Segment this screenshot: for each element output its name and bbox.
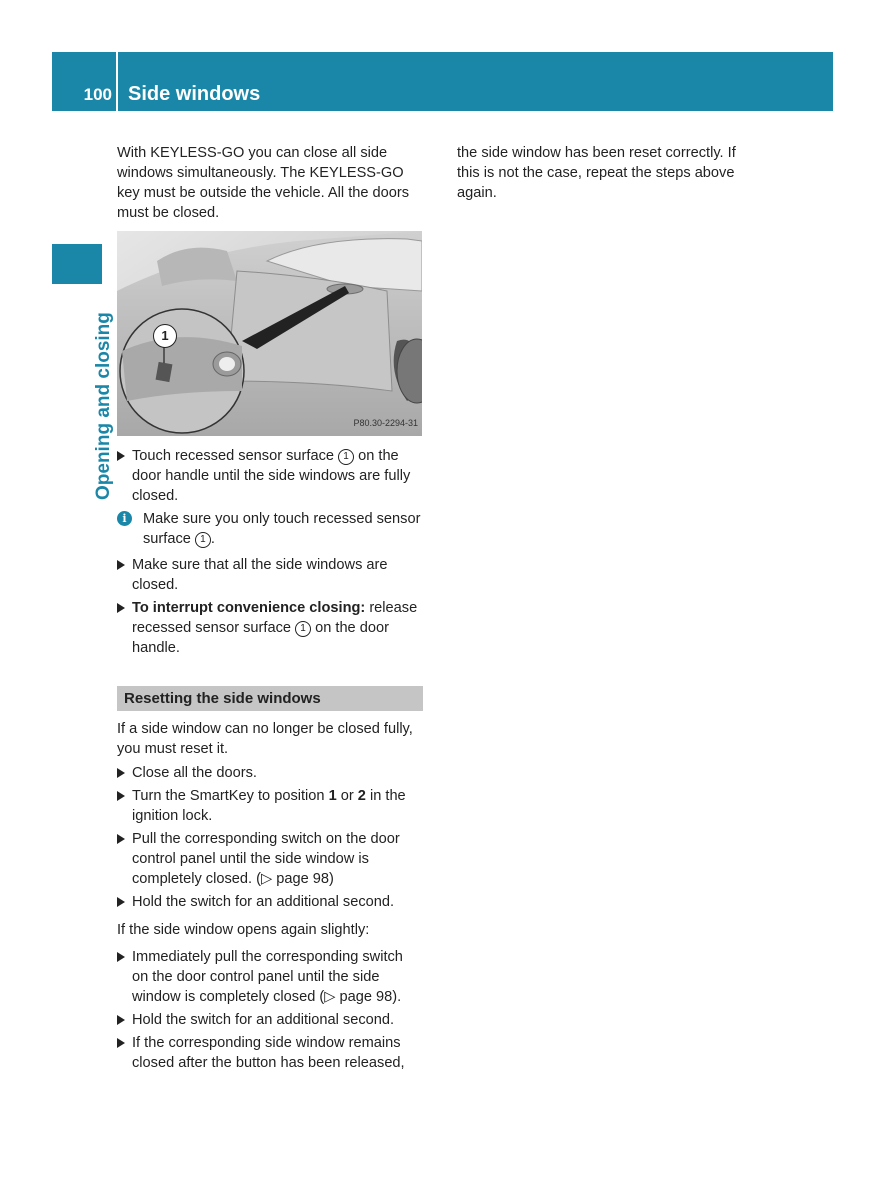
- left-column: [117, 143, 423, 1076]
- header-bar: [52, 52, 833, 111]
- step-text: on the door handle until the side windows are fully closed.: [132, 448, 411, 504]
- step-interrupt: [117, 598, 423, 658]
- step-text: Pull the corresponding switch on the door control panel until the side window is completely closed. (▷ page 98): [132, 831, 400, 887]
- step-text: release recessed sensor surface: [132, 600, 418, 636]
- callout-ref-1: 1: [338, 449, 354, 465]
- intro-paragraph: With KEYLESS-GO you can close all side windows simultaneously. The KEYLESS-GO key must be outside the vehicle. All the doors must be closed.: [117, 145, 410, 221]
- if-opens-paragraph: If the side window opens again slightly:: [117, 922, 370, 938]
- step-immediately-pull: [117, 947, 423, 1007]
- arrow-bullet-icon: [117, 603, 125, 613]
- figure-code: P80.30-2294-31: [353, 418, 418, 428]
- step-text: or: [336, 788, 358, 804]
- step-text: Immediately pull the corresponding switch on the door control panel until the side window is completely closed (▷ page 98).: [132, 949, 403, 1005]
- step-smartkey: [117, 786, 423, 826]
- header-divider: [116, 52, 118, 111]
- arrow-bullet-icon: [117, 451, 125, 461]
- arrow-bullet-icon: [117, 897, 125, 907]
- step-text: If the corresponding side window remains closed after the button has been released,: [132, 1035, 405, 1071]
- arrow-bullet-icon: [117, 1015, 125, 1025]
- step-check-windows: [117, 555, 423, 595]
- door-handle-figure: [117, 231, 422, 436]
- callout-ref-1: 1: [195, 532, 211, 548]
- arrow-bullet-icon: [117, 834, 125, 844]
- info-icon: i: [117, 511, 132, 526]
- page-number: 100: [83, 85, 112, 104]
- position-2: 2: [357, 788, 366, 804]
- arrow-bullet-icon: [117, 791, 125, 801]
- step-touch-sensor: [117, 446, 423, 506]
- arrow-bullet-icon: [117, 560, 125, 570]
- continued-paragraph: the side window has been reset correctly. If this is not the case, repeat the steps above again.: [457, 145, 736, 201]
- note-text: .: [210, 531, 215, 547]
- page-title: Side windows: [128, 83, 261, 105]
- step-pull-switch: [117, 829, 423, 889]
- step-text: Hold the switch for an additional second.: [132, 894, 395, 910]
- step-close-doors: [117, 763, 423, 783]
- note-text: Make sure you only touch recessed sensor surface: [143, 511, 421, 547]
- step-text: Touch recessed sensor surface: [132, 448, 339, 464]
- reset-intro: If a side window can no longer be closed fully, you must reset it.: [117, 721, 413, 757]
- step-if-remains-closed: [117, 1033, 423, 1073]
- step-text: on the door handle.: [132, 620, 389, 656]
- step-text: Turn the SmartKey to position: [132, 788, 329, 804]
- callout-ref-1: 1: [295, 621, 311, 637]
- right-column: [457, 143, 757, 203]
- chapter-label: Opening and closing: [93, 312, 114, 500]
- section-heading: Resetting the side windows: [117, 686, 423, 711]
- arrow-bullet-icon: [117, 768, 125, 778]
- step-text: Make sure that all the side windows are closed.: [132, 557, 388, 593]
- arrow-bullet-icon: [117, 1038, 125, 1048]
- step-text: Hold the switch for an additional second.: [132, 1012, 395, 1028]
- position-1: 1: [328, 788, 337, 804]
- side-tab: [52, 244, 102, 284]
- step-text: Close all the doors.: [132, 765, 257, 781]
- step-hold-switch: [117, 892, 423, 912]
- callout-1: 1: [153, 324, 177, 348]
- arrow-bullet-icon: [117, 952, 125, 962]
- info-note: [117, 509, 423, 549]
- step-heading: To interrupt convenience closing:: [132, 600, 366, 616]
- step-hold-switch-2: [117, 1010, 423, 1030]
- step-text: in the ignition lock.: [132, 788, 406, 824]
